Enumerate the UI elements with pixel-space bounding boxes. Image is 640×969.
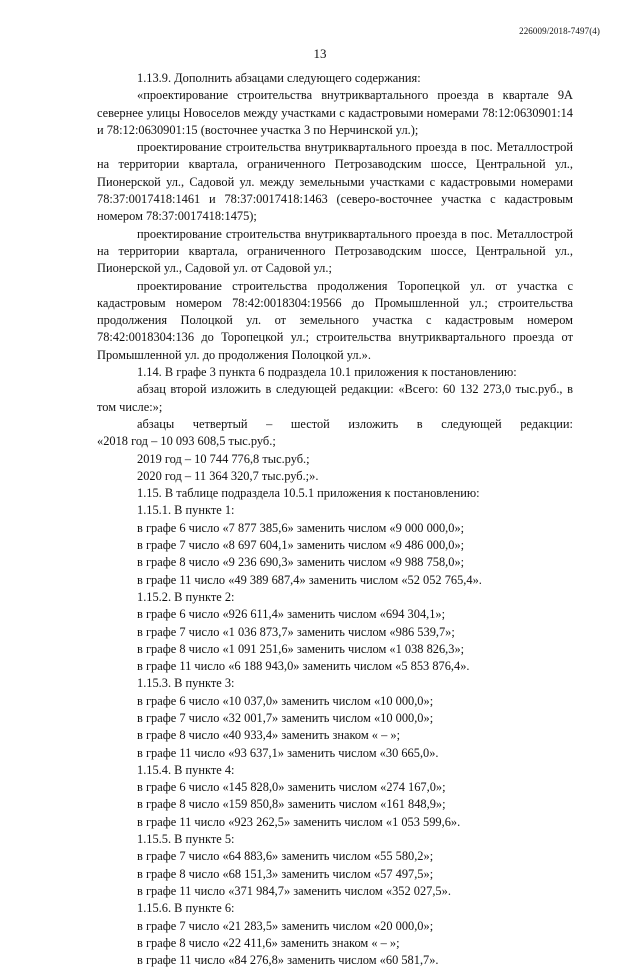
list-item: в графе 8 число «1 091 251,6» заменить числом «1 038 826,3»;: [137, 641, 465, 656]
list-item: в графе 7 число «32 001,7» заменить числом «10 000,0»;: [137, 710, 434, 725]
paragraph: 2020 год – 11 364 320,7 тыс.руб.;».: [137, 468, 319, 483]
word: в: [416, 416, 423, 431]
list-item: в графе 11 число «923 262,5» заменить числом «1 053 599,6».: [137, 814, 461, 829]
list-item: в графе 11 число «49 389 687,4» заменить числом «52 052 765,4».: [137, 572, 482, 587]
document-number: 226009/2018-7497(4): [519, 26, 600, 36]
list-item: в графе 6 число «7 877 385,6» заменить числом «9 000 000,0»;: [137, 520, 465, 535]
paragraph: проектирование строительства продолжения Торопецкой ул. от участка с кадастровым номером 78:42:0018304:19566 до Промышленной ул.; строительства продолжения Полоцкой ул. от земельного участка с кадастровым номером 78:42:0018304:136 до Торопецкой ул.; строительства внутриквартального проезда от Промышленной ул. до продолжения Полоцкой ул.».: [97, 278, 573, 362]
word: абзацы: [137, 416, 175, 431]
paragraph: проектирование строительства внутриквартального проезда в пос. Металлострой на территории квартала, ограниченного Петрозаводским шоссе, Центральной ул., Пионерской ул., Садовой ул. между земельными участками с кадастровыми номерами 78:37:0017418:1461 и 78:37:0017418:1463 (северо-восточнее участка с кадастровым номером 78:37:0017418:1475);: [97, 140, 573, 224]
list-item: в графе 8 число «22 411,6» заменить знаком « – »;: [137, 935, 400, 950]
page-number: 13: [313, 46, 327, 61]
list-item: 1.15.1. В пункте 1:: [137, 503, 235, 518]
list-item: в графе 6 число «926 611,4» заменить числом «694 304,1»;: [137, 607, 446, 622]
list-item: в графе 11 число «84 276,8» заменить числом «60 581,7».: [137, 953, 439, 968]
paragraph: «2018 год – 10 093 608,5 тыс.руб.;: [97, 434, 276, 449]
list-item: 1.15.6. В пункте 6:: [137, 901, 235, 916]
paragraph: 2019 год – 10 744 776,8 тыс.руб.;: [137, 451, 310, 466]
word: –: [266, 416, 273, 431]
paragraph: проектирование строительства внутриквартального проезда в пос. Металлострой на территории квартала, ограниченного Петрозаводским шоссе, Центральной ул., Пионерской ул., Садовой ул. от Садовой ул.;: [97, 226, 573, 276]
list-item: в графе 11 число «6 188 943,0» заменить числом «5 853 876,4».: [137, 659, 470, 674]
list-item: 1.15.5. В пункте 5:: [137, 832, 235, 847]
list-item: в графе 8 число «68 151,3» заменить числом «57 497,5»;: [137, 866, 434, 881]
list-item: 1.15.3. В пункте 3:: [137, 676, 235, 691]
paragraph: 1.15. В таблице подраздела 10.5.1 приложения к постановлению:: [137, 486, 480, 501]
list-item: 1.15.4. В пункте 4:: [137, 762, 235, 777]
list-item: в графе 7 число «21 283,5» заменить числом «20 000,0»;: [137, 918, 434, 933]
list-item: в графе 6 число «10 037,0» заменить числом «10 000,0»;: [137, 693, 434, 708]
paragraph: «проектирование строительства внутриквартального проезда в квартале 9А севернее улицы Новоселов между участками с кадастровыми номерами 78:12:0630901:14 и 78:12:0630901:15 (восточнее участка 3 по Нерчинской ул.);: [97, 88, 573, 137]
list-item: в графе 8 число «159 850,8» заменить числом «161 848,9»;: [137, 797, 446, 812]
paragraph: 1.13.9. Дополнить абзацами следующего содержания:: [137, 71, 421, 85]
list-item: в графе 7 число «64 883,6» заменить числом «55 580,2»;: [137, 849, 434, 864]
word: следующей: [441, 416, 502, 431]
list-item: в графе 7 число «1 036 873,7» заменить числом «986 539,7»;: [137, 624, 455, 639]
word: изложить: [348, 416, 399, 431]
word: четвертый: [192, 416, 248, 431]
paragraph: 1.14. В графе 3 пункта 6 подраздела 10.1 приложения к постановлению:: [137, 365, 517, 380]
list-item: в графе 11 число «93 637,1» заменить числом «30 665,0».: [137, 745, 439, 760]
list-item: в графе 8 число «40 933,4» заменить знаком « – »;: [137, 728, 401, 743]
document-body: [97, 70, 573, 969]
word: редакции:: [520, 416, 573, 431]
list-item: в графе 8 число «9 236 690,3» заменить числом «9 988 758,0»;: [137, 555, 465, 570]
list-item: 1.15.2. В пункте 2:: [137, 589, 235, 604]
list-item: в графе 11 число «371 984,7» заменить числом «352 027,5».: [137, 883, 451, 898]
paragraph: абзац второй изложить в следующей редакции: «Всего: 60 132 273,0 тыс.руб., в том числе:»;: [97, 382, 573, 414]
paragraph-spread-line: [97, 416, 573, 433]
word: шестой: [290, 416, 330, 431]
list-item: в графе 7 число «8 697 604,1» заменить числом «9 486 000,0»;: [137, 538, 465, 553]
list-item: в графе 6 число «145 828,0» заменить числом «274 167,0»;: [137, 780, 446, 795]
